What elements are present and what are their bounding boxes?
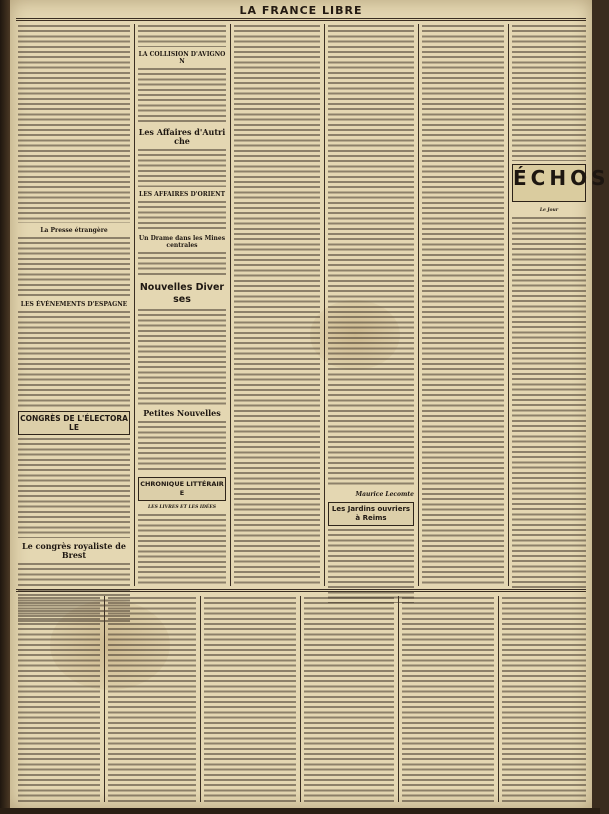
- section-heading: Un Drame dans les Mines centrales: [138, 235, 226, 249]
- feuilleton-column-3: [204, 596, 296, 802]
- section-subheading: Le Jour: [539, 208, 559, 213]
- section-heading: Petites Nouvelles: [143, 408, 221, 418]
- article-column-6: [512, 204, 586, 586]
- section-heading: LA COLLISION D'AVIGNON: [138, 51, 226, 65]
- column-text: [422, 25, 504, 585]
- column-text: [138, 68, 226, 124]
- column-text: [204, 597, 296, 803]
- article-signature: Maurice Lecomte: [355, 491, 414, 498]
- section-heading: CHRONIQUE LITTÉRAIRE: [138, 477, 226, 501]
- column-text: [18, 438, 130, 538]
- column-rule: [200, 596, 201, 802]
- column-rule: [104, 596, 105, 802]
- column-text: [138, 421, 226, 473]
- section-heading: Les Jardins ouvriers à Reims: [328, 502, 414, 526]
- column-text: [138, 149, 226, 187]
- feuilleton-column-1: [18, 596, 100, 802]
- column-text: [138, 201, 226, 231]
- column-text: [18, 597, 100, 803]
- section-heading: LES ÉVÉNEMENTS D'ESPAGNE: [20, 301, 128, 308]
- column-rule: [230, 24, 231, 586]
- column-text: [512, 217, 586, 591]
- article-column-3: [234, 24, 320, 586]
- column-rule: [300, 596, 301, 802]
- section-heading: LES AFFAIRES D'ORIENT: [138, 191, 226, 198]
- feuilleton-column-6: [502, 596, 586, 802]
- column-rule: [134, 24, 135, 586]
- section-heading: Le congrès royaliste de Brest: [22, 541, 126, 560]
- column-text: [18, 311, 130, 407]
- column-text: [138, 309, 226, 405]
- article-column-5: [422, 24, 504, 586]
- section-heading: CONGRÈS DE L'ÉLECTORALE: [18, 411, 130, 435]
- column-rule: [324, 24, 325, 586]
- article-column-2: [138, 24, 226, 586]
- column-rule: [498, 596, 499, 802]
- section-heading: La Presse étrangère: [40, 227, 108, 234]
- column-text: [108, 597, 196, 803]
- column-rule: [508, 24, 509, 586]
- column-text: [138, 252, 226, 278]
- article-column-4: [328, 24, 414, 586]
- column-text: [402, 597, 494, 803]
- feuilleton-column-5: [402, 596, 494, 802]
- column-text: [138, 514, 226, 584]
- section-heading: Les Affaires d'Autriche: [138, 127, 226, 146]
- section-heading: Nouvelles Diverses: [139, 282, 225, 305]
- echos-heading-box: [512, 164, 609, 202]
- article-column-1: [18, 24, 130, 586]
- newspaper-page: [10, 0, 609, 808]
- masthead-rule: [16, 18, 586, 19]
- section-subheading: LES LIVRES ET LES IDÉES: [147, 505, 217, 510]
- column-rule: [398, 596, 399, 802]
- column-text: [328, 529, 414, 603]
- masthead: LA FRANCE LIBRE: [239, 4, 363, 17]
- column-text: [328, 25, 414, 487]
- column-text: [18, 25, 130, 223]
- feuilleton-column-4: [304, 596, 394, 802]
- column-text: [18, 237, 130, 297]
- column-text: [502, 597, 586, 803]
- column-rule: [418, 24, 419, 586]
- binding-edge: [0, 0, 10, 814]
- feuilleton-column-2: [108, 596, 196, 802]
- column-text: [138, 25, 226, 47]
- masthead-rule: [16, 20, 586, 21]
- page-bottom-edge: [0, 808, 600, 814]
- column-text: [234, 25, 320, 585]
- section-heading: ÉCHOS: [513, 166, 609, 190]
- article-column-6-top: [512, 24, 586, 160]
- column-text: [304, 597, 394, 803]
- column-text: [512, 25, 586, 161]
